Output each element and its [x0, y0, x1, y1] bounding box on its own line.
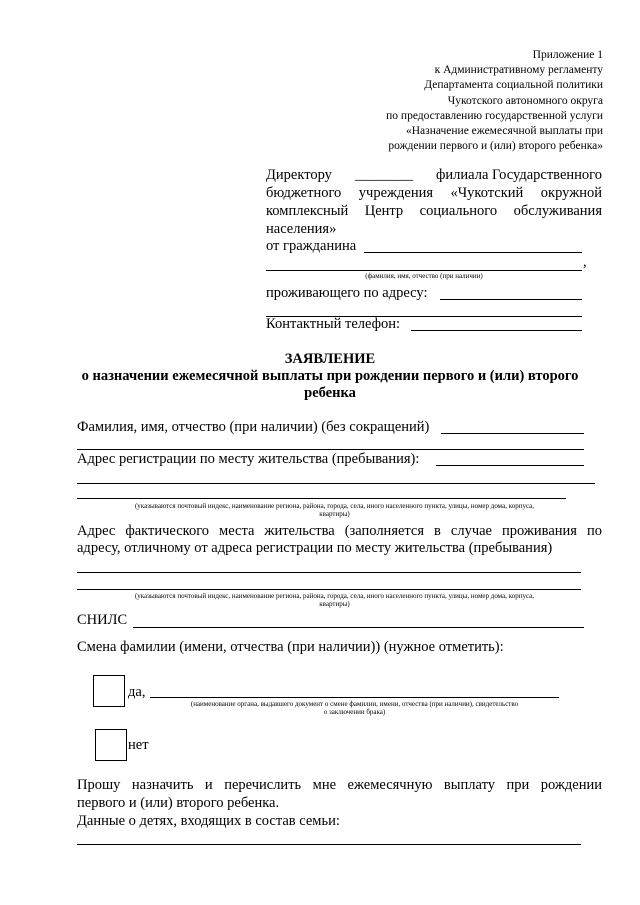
annex-line: Департамента социальной политики: [424, 79, 603, 92]
actual-address-hint: [77, 592, 592, 608]
actual-address-field-2[interactable]: [77, 589, 581, 590]
name-change-label: Смена фамилии (имени, отчества (при наличии)) (нужное отметить):: [77, 639, 504, 655]
yes-hint: [150, 700, 559, 716]
addressee-blank: ________: [354, 167, 413, 183]
document-subtitle-1: о назначении ежемесячной выплаты при рождении первого и (или) второго: [81, 368, 579, 384]
comma: ,: [583, 254, 587, 270]
registration-address-label: Адрес регистрации по месту жительства (пребывания):: [77, 451, 420, 467]
annex-line: Приложение 1: [532, 49, 603, 61]
fio-hint: (фамилия, имя, отчество (при наличии): [365, 272, 483, 280]
no-label: нет: [128, 737, 149, 753]
annex-line: по предоставлению государственной услуги: [386, 109, 603, 122]
fio-field[interactable]: [441, 433, 584, 434]
registration-address-field[interactable]: [436, 465, 584, 466]
yes-label: да,: [128, 684, 146, 700]
request-text-2: первого и (или) второго ребенка.: [77, 795, 280, 811]
addressee-director: Директору: [266, 167, 332, 183]
fio-field-2[interactable]: [77, 449, 584, 450]
annex-line: Чукотского автономного округа: [447, 94, 603, 107]
address-hint-line-1: (указываются почтовый индекс, наименование региона, района, города, села, иного населенного пункта, улицы, номер дома, корпуса,: [134, 592, 535, 600]
residing-label: проживающего по адресу:: [266, 285, 428, 301]
addressee-line-3: комплексный Центр социального обслуживания: [266, 203, 602, 219]
yes-hint-line-2: о заключении брака): [323, 708, 386, 716]
actual-address-field[interactable]: [77, 572, 581, 573]
addressee-branch: филиала Государственного: [436, 167, 602, 183]
address-hint-line-2: квартиры): [319, 600, 350, 608]
residing-address-field[interactable]: [440, 299, 582, 300]
annex-line: к Административному регламенту: [434, 64, 603, 77]
document-title: ЗАЯВЛЕНИЕ: [284, 351, 376, 367]
snils-label: СНИЛС: [77, 612, 128, 628]
children-data-field[interactable]: [77, 844, 581, 845]
children-data-label: Данные о детях, входящих в состав семьи:: [77, 813, 340, 829]
actual-address-label-2: адресу, отличному от адреса регистрации по месту жительства (пребывания): [77, 540, 553, 556]
fio-label: Фамилия, имя, отчество (при наличии) (без сокращений): [77, 419, 430, 435]
yes-checkbox[interactable]: [93, 675, 125, 707]
address-hint: [77, 502, 592, 518]
annex-line: рождении первого и (или) второго ребенка»: [388, 140, 603, 153]
address-hint-line-1: (указываются почтовый индекс, наименование региона, района, города, села, иного населенного пункта, улицы, номер дома, корпуса,: [134, 502, 535, 510]
citizen-name-field[interactable]: [364, 252, 582, 253]
address-hint-line-2: квартиры): [319, 510, 350, 518]
yes-hint-line-1: (наименование органа, выдавшего документ о смене фамилии, имени, отчества (при наличии), свидетельство: [190, 700, 519, 708]
phone-label: Контактный телефон:: [266, 316, 401, 332]
addressee-line-1: [266, 167, 602, 184]
annex-header: [283, 48, 603, 154]
from-citizen-label: от гражданина: [266, 238, 357, 254]
no-checkbox[interactable]: [95, 729, 127, 761]
registration-address-field-3[interactable]: [77, 498, 566, 499]
phone-field[interactable]: [411, 330, 582, 331]
document-subtitle-2: ребенка: [304, 385, 356, 401]
snils-field[interactable]: [133, 627, 584, 628]
request-text-1: Прошу назначить и перечислить мне ежемесячную выплату при рождении: [77, 777, 602, 793]
registration-address-field-2[interactable]: [77, 483, 595, 484]
yes-details-field[interactable]: [150, 697, 559, 698]
actual-address-label-1: Адрес фактического места жительства (заполняется в случае проживания по: [77, 523, 602, 539]
addressee-line-4: населения»: [266, 221, 337, 237]
citizen-name-field-2[interactable]: [266, 270, 582, 271]
addressee-line-2: бюджетного учреждения «Чукотский окружной: [266, 185, 602, 201]
annex-line: «Назначение ежемесячной выплаты при: [406, 125, 603, 138]
